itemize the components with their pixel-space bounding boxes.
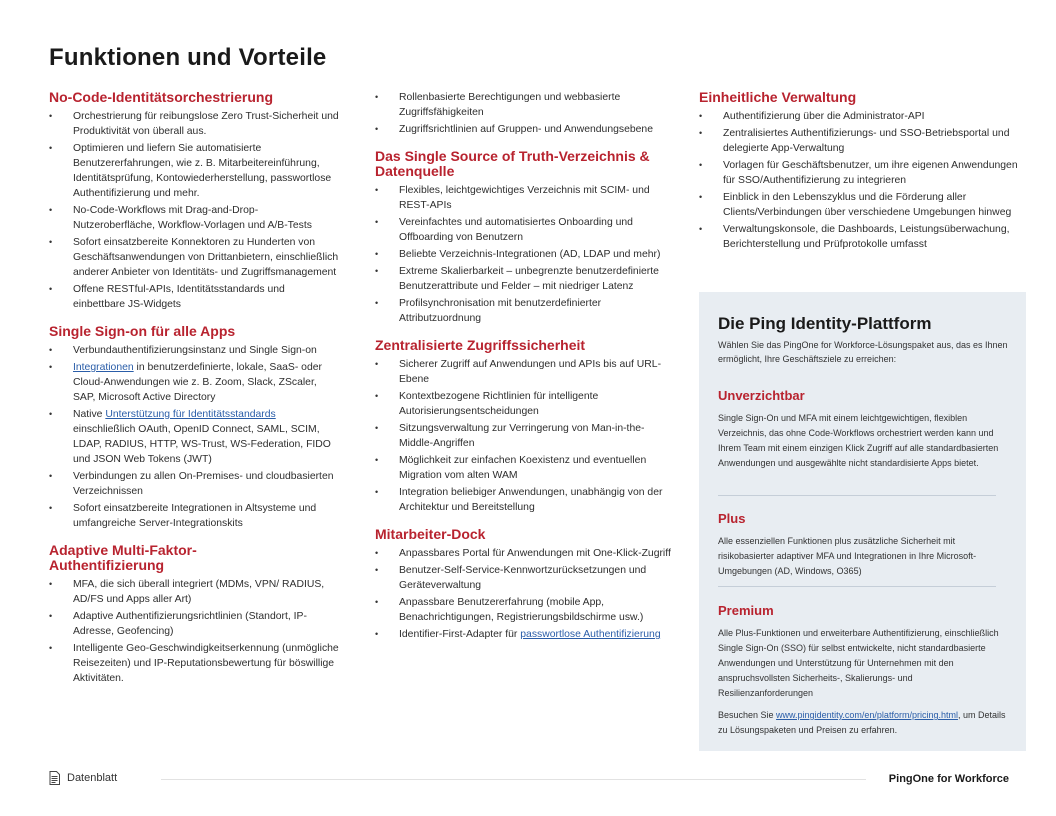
list-item: • Authentifizierung über die Administrator-API	[699, 109, 1029, 124]
list-item-text: Native	[73, 409, 106, 420]
section-heading-access-security: Zentralisierte Zugriffssicherheit	[375, 337, 586, 353]
list-item: • Verbundauthentifizierungsinstanz und Single Sign-on	[49, 343, 339, 358]
list-item: • Integration beliebiger Anwendungen, unabhängig von der Architektur und Bereitstellung	[375, 485, 675, 515]
list-item: • Verbindungen zu allen On-Premises- und cloudbasierten Verzeichnissen	[49, 469, 339, 499]
list-item: • Einblick in den Lebenszyklus und die Förderung aller Clients/Verbindungen über verschiedene Umgebungen hinweg	[699, 190, 1029, 220]
list-item: • Sofort einsatzbereite Integrationen in Altsysteme und umfangreiche Server-Integrationskits	[49, 501, 339, 531]
footer-divider	[161, 779, 866, 780]
footer-doc-type: Datenblatt	[67, 772, 118, 784]
list-item: • Optimieren und liefern Sie automatisierte Benutzererfahrungen, wie z. B. Mitarbeitereinführung, Identitätsprüfung, Kontowiederherstellung, passwortlose Authentifizierung und mehr.	[49, 141, 339, 201]
platform-title: Die Ping Identity-Plattform	[718, 314, 932, 333]
directory-list	[375, 183, 675, 326]
list-item: • Zentralisiertes Authentifizierungs- und SSO-Betriebsportal und delegierte App-Verwaltung	[699, 126, 1029, 156]
list-item: • Benutzer-Self-Service-Kennwortzurücksetzungen und Geräteverwaltung	[375, 563, 675, 593]
access-security-list	[375, 357, 675, 515]
platform-intro: Wählen Sie das PingOne for Workforce-Lösungspaket aus, das es Ihnen ermöglicht, Ihre Geschäftsziele zu erreichen:	[718, 340, 1008, 364]
list-item: • Intelligente Geo-Geschwindigkeitserkennung (unmögliche Reisezeiten) und IP-Reputationsbewertung für böswillige Aktivitäten.	[49, 641, 339, 686]
section-heading-sso: Single Sign-on für alle Apps	[49, 323, 236, 339]
list-item: • No-Code-Workflows mit Drag-and-Drop-Nutzeroberfläche, Workflow-Vorlagen und A/B-Tests	[49, 203, 339, 233]
document-icon	[49, 771, 60, 785]
continued-list	[375, 90, 675, 137]
list-item: • Zugriffsrichtlinien auf Gruppen- und Anwendungsebene	[375, 122, 675, 137]
list-item: • Verwaltungskonsole, die Dashboards, Leistungsüberwachung, Berichterstellung und Prüfprotokolle umfasst	[699, 222, 1029, 252]
tier-name: Premium	[718, 603, 774, 618]
list-item: • Flexibles, leichtgewichtiges Verzeichnis mit SCIM- und REST-APIs	[375, 183, 675, 213]
footer-left	[49, 771, 117, 785]
list-item: • Extreme Skalierbarkeit – unbegrenzte benutzerdefinierte Benutzerattribute und Felder – mit niedriger Latenz	[375, 264, 675, 294]
list-item: • MFA, die sich überall integriert (MDMs, VPN/ RADIUS, AD/FS und Apps aller Art)	[49, 577, 339, 607]
list-item	[49, 407, 339, 467]
list-item: • Sicherer Zugriff auf Anwendungen und APIs bis auf URL-Ebene	[375, 357, 675, 387]
tier-name: Plus	[718, 511, 746, 526]
section-heading-directory: Das Single Source of Truth-Verzeichnis & Datenquelle	[375, 148, 650, 179]
section-heading-mfa: Adaptive Multi-Faktor-Authentifizierung	[49, 542, 197, 573]
sso-list	[49, 343, 339, 531]
tier-essential	[718, 388, 1010, 471]
list-item: • Adaptive Authentifizierungsrichtlinien (Standort, IP-Adresse, Geofencing)	[49, 609, 339, 639]
identity-standards-link[interactable]: Unterstützung für Identitätsstandards	[105, 409, 276, 420]
column-left	[49, 90, 339, 698]
tier-plus	[718, 511, 1010, 579]
no-code-list	[49, 109, 339, 312]
tier-premium	[718, 603, 1010, 701]
section-heading-management: Einheitliche Verwaltung	[699, 89, 857, 105]
list-item: • Orchestrierung für reibungslose Zero Trust-Sicherheit und Produktivität von überall aus.	[49, 109, 339, 139]
section-heading-no-code: No-Code-Identitätsorchestrierung	[49, 89, 274, 105]
page-title: Funktionen und Vorteile	[49, 44, 327, 71]
list-item: • Sofort einsatzbereite Konnektoren zu Hunderten von Geschäftsanwendungen von Drittanbietern, einschließlich anderer Anbieter von Identitäts- und Zugriffsmanagement	[49, 235, 339, 280]
list-item: • Vereinfachtes und automatisiertes Onboarding und Offboarding von Benutzern	[375, 215, 675, 245]
tier-text: Single Sign-On und MFA mit einem leichtgewichtigen, flexiblen Verzeichnis, das ohne Code-Workflows orchestriert werden kann und Ihrem Team mit einem einzigen Klick Zugriff auf alle standardbasierten Anwendungen und ausgewählte nicht standardisierte Apps bietet.	[718, 413, 999, 468]
list-item: • Kontextbezogene Richtlinien für intelligente Autorisierungsentscheidungen	[375, 389, 675, 419]
list-item: • Beliebte Verzeichnis-Integrationen (AD, LDAP und mehr)	[375, 247, 675, 262]
tier-text: Alle essenziellen Funktionen plus zusätzliche Sicherheit mit risikobasierter adaptiver MFA und Integrationen in Ihre Microsoft-Umgebungen (AD, Windows, O365)	[718, 536, 977, 576]
tier-text: Alle Plus-Funktionen und erweiterbare Authentifizierung, einschließlich Single Sign-On (SSO) für selbst entwickelte, nicht standardbasierte Anwendungen und Unterstützung für Unternehmen mit den anspruchsvollsten Sicherheits-, Skalierungs- und Resilienzanforderungen	[718, 628, 999, 698]
list-item-text: in benutzerdefinierte, lokale, SaaS- oder Cloud-Anwendungen wie z. B. Zoom, Slack, ZScaler, SAP, Microsoft Active Directory	[73, 362, 322, 403]
visit-pre: Besuchen Sie	[718, 710, 777, 720]
list-item-text: Identifier-First-Adapter für	[399, 629, 521, 640]
section-heading-dock: Mitarbeiter-Dock	[375, 526, 486, 542]
list-item: • Offene RESTful-APIs, Identitätsstandards und einbettbare JS-Widgets	[49, 282, 339, 312]
column-right	[699, 90, 1029, 264]
mfa-list	[49, 577, 339, 686]
visit-text	[718, 708, 1008, 738]
visit-post: , um Details zu Lösungspaketen und Preisen zu erfahren.	[718, 710, 1006, 735]
divider	[718, 586, 996, 587]
list-item: • Profilsynchronisation mit benutzerdefinierter Attributzuordnung	[375, 296, 675, 326]
divider	[718, 495, 996, 496]
tier-name: Unverzichtbar	[718, 388, 805, 403]
platform-box	[699, 292, 1026, 751]
list-item: • Anpassbare Benutzererfahrung (mobile App, Benachrichtigungen, Registrierungsbildschirme usw.)	[375, 595, 675, 625]
list-item: • Sitzungsverwaltung zur Verringerung von Man-in-the-Middle-Angriffen	[375, 421, 675, 451]
list-item-text: einschließlich OAuth, OpenID Connect, SAML, SCIM, LDAP, RADIUS, HTTP, WS-Trust, WS-Federation, FIDO und JSON Web Tokens (JWT)	[73, 424, 331, 465]
passwordless-link[interactable]: passwortlose Authentifizierung	[520, 629, 661, 640]
footer-product-name: PingOne for Workforce	[888, 773, 1009, 785]
list-item: • Vorlagen für Geschäftsbenutzer, um ihre eigenen Anwendungen für SSO/Authentifizierung zu integrieren	[699, 158, 1029, 188]
list-item	[375, 627, 675, 642]
list-item: • Möglichkeit zur einfachen Koexistenz und eventuellen Migration vom alten WAM	[375, 453, 675, 483]
list-item: • Anpassbares Portal für Anwendungen mit One-Klick-Zugriff	[375, 546, 675, 561]
dock-list	[375, 546, 675, 642]
integrations-link[interactable]: Integrationen	[73, 362, 134, 373]
management-list	[699, 109, 1029, 252]
list-item: • Rollenbasierte Berechtigungen und webbasierte Zugriffsfähigkeiten	[375, 90, 675, 120]
pricing-link[interactable]: www.pingidentity.com/en/platform/pricing.html	[776, 710, 958, 720]
list-item	[49, 360, 339, 405]
column-middle	[375, 90, 675, 654]
